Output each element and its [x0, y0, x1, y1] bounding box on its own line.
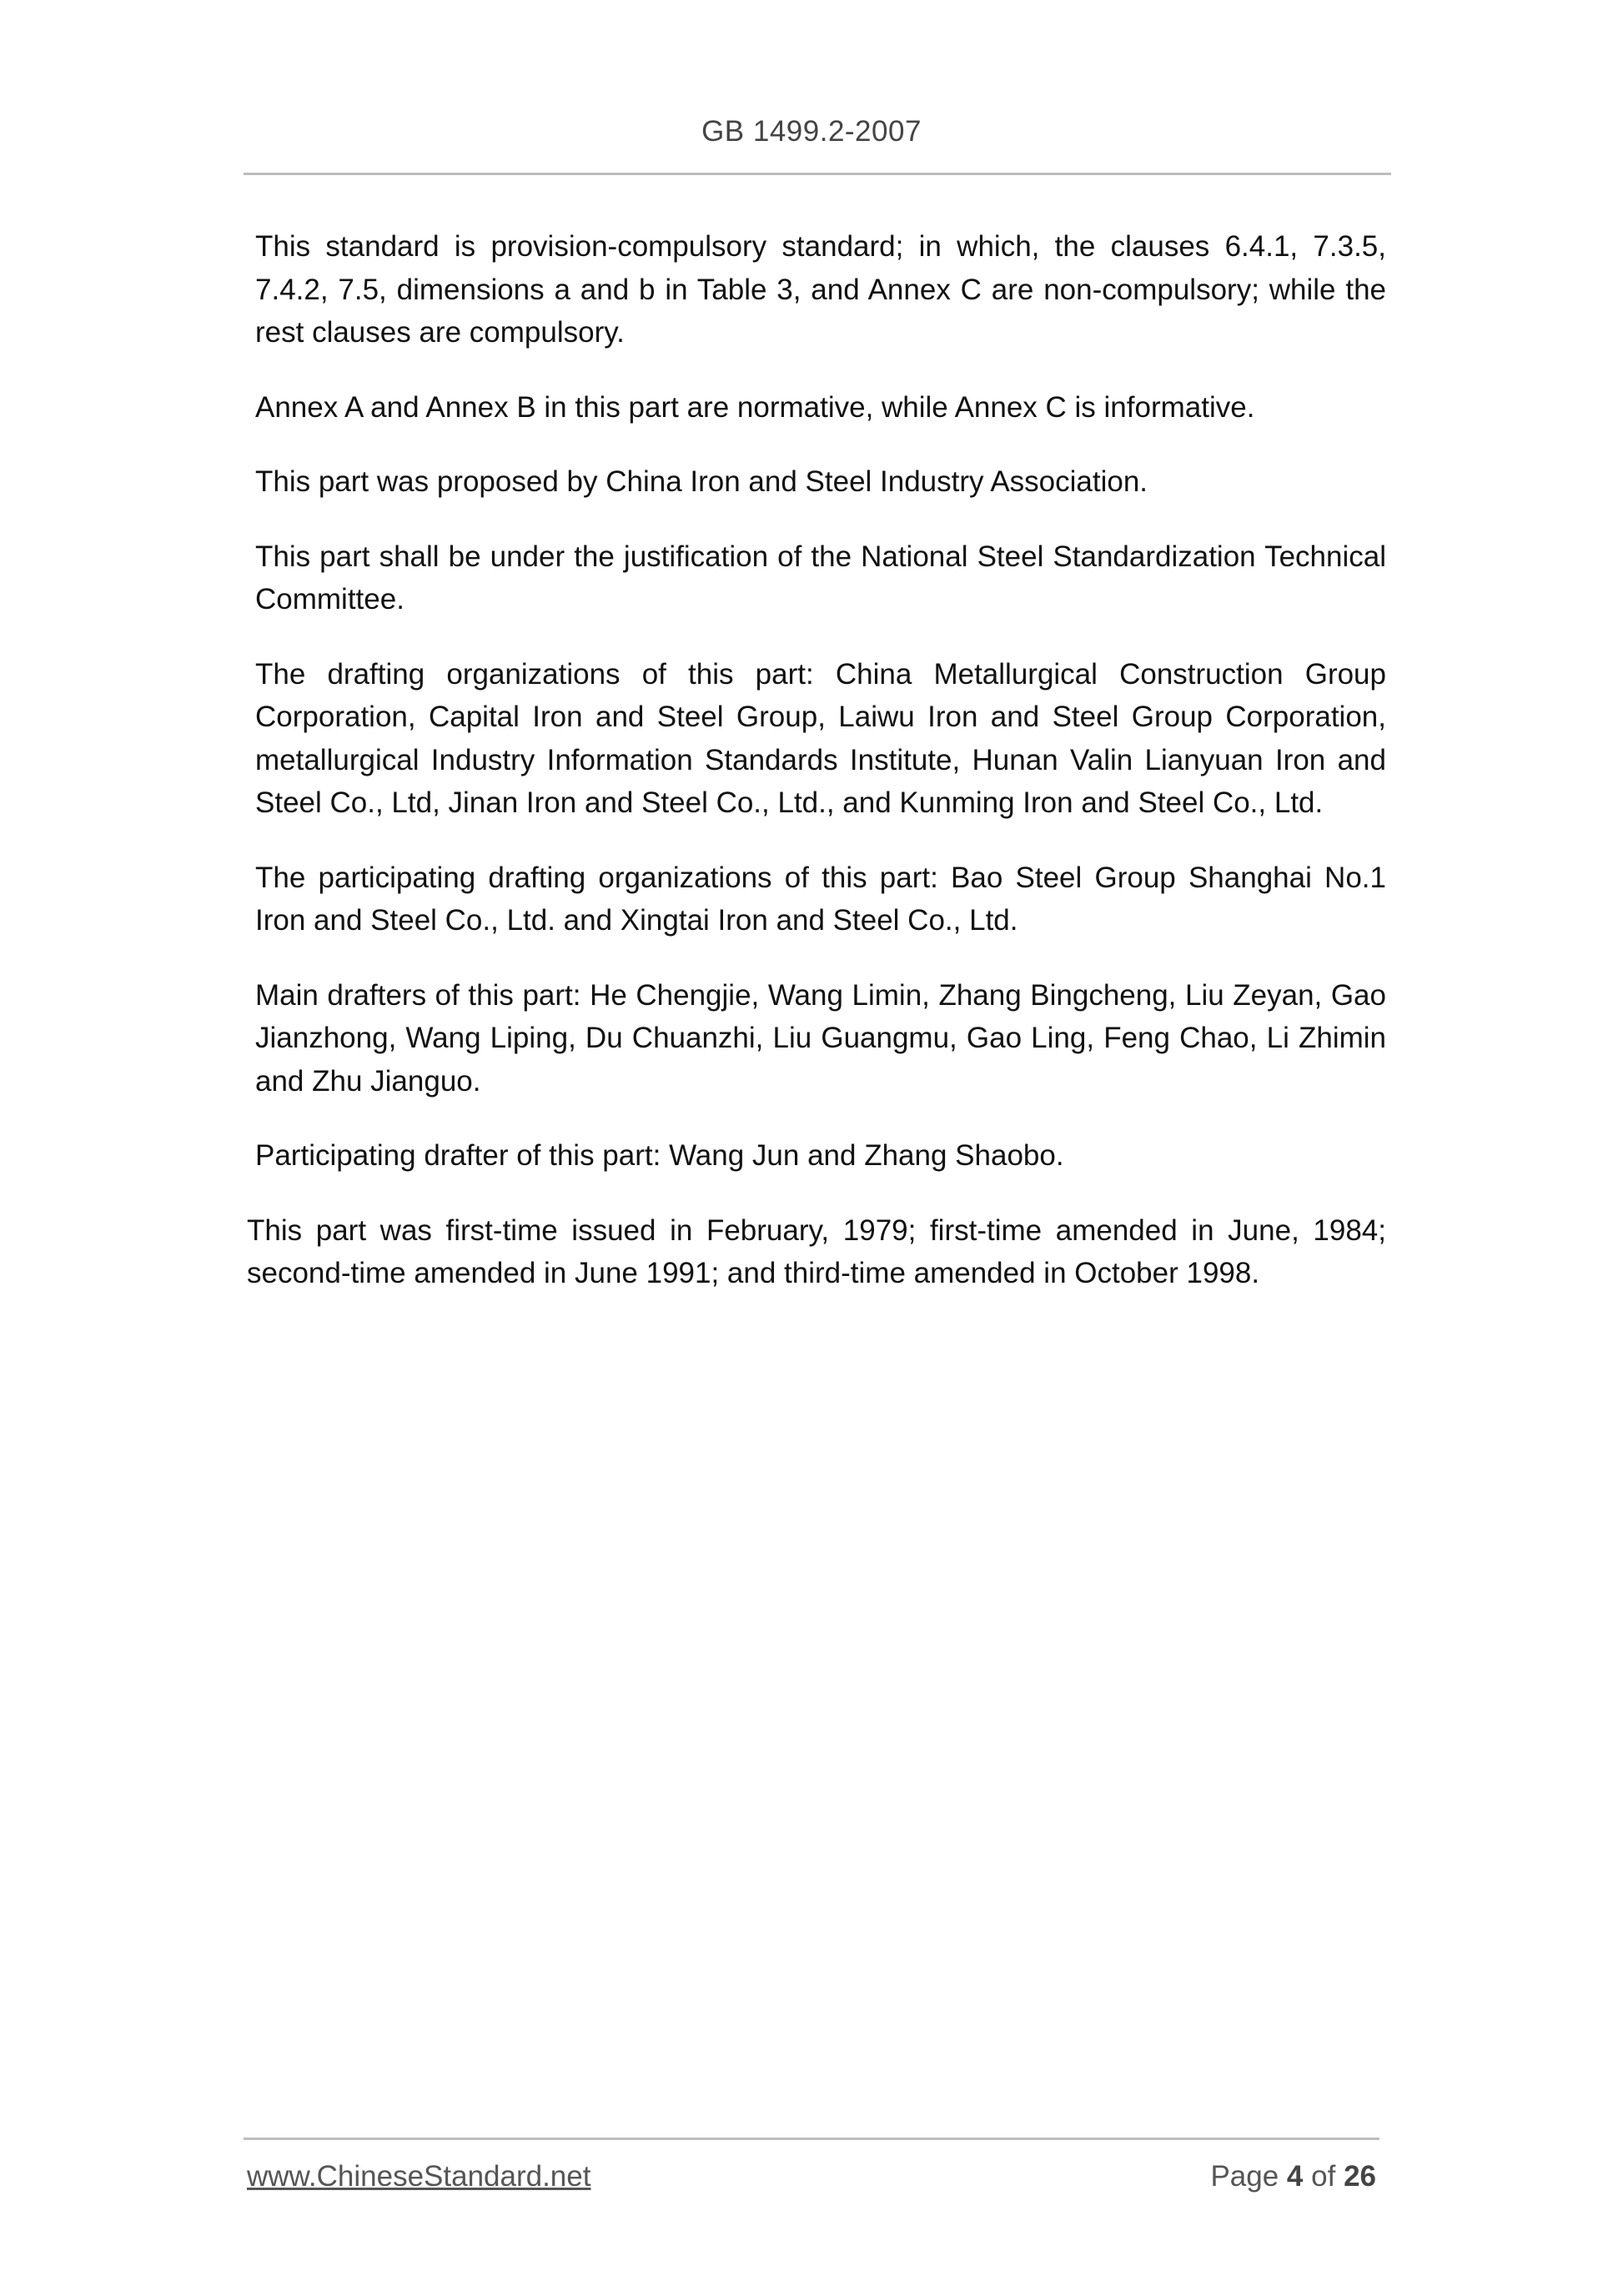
paragraph-annex-status: Annex A and Annex B in this part are normative, while Annex C is informative.: [255, 390, 1255, 424]
paragraph-proposed-by: This part was proposed by China Iron and Steel Industry Association.: [255, 465, 1148, 498]
page-of-label: of: [1311, 2160, 1336, 2193]
page-total: 26: [1344, 2160, 1376, 2193]
paragraph-drafting-organizations: The drafting organizations of this part: China Metallurgical Construction Group Corporation, Capital Iron and Steel Group, Laiwu Iron and Steel Group Corporation, metallurgical Industry Information Standards Institute, Hunan Valin Lianyuan Iron and Steel Co., Ltd, Jinan Iron and Steel Co., Ltd., and Kunming Iron and Steel Co., Ltd.: [255, 657, 1386, 819]
paragraph-participating-drafters: Participating drafter of this part: Wang Jun and Zhang Shaobo.: [255, 1139, 1064, 1172]
paragraph-participating-organizations: The participating drafting organizations of this part: Bao Steel Group Shanghai No.1 Iron and Steel Co., Ltd. and Xingtai Iron and Steel Co., Ltd.: [255, 861, 1386, 937]
paragraph-jurisdiction: This part shall be under the justification of the National Steel Standardization Technical Committee.: [255, 540, 1386, 615]
page-current: 4: [1286, 2160, 1304, 2193]
paragraph-main-drafters: Main drafters of this part: He Chengjie, Wang Limin, Zhang Bingcheng, Liu Zeyan, Gao Jianzhong, Wang Liping, Du Chuanzhi, Liu Guangmu, Gao Ling, Feng Chao, Li Zhimin and Zhu Jianguo.: [255, 978, 1386, 1098]
paragraph-issue-history: This part was first-time issued in February, 1979; first-time amended in June, 1984; second-time amended in June 1991; and third-time amended in October 1998.: [247, 1213, 1386, 1289]
document-header-title: GB 1499.2-2007: [701, 115, 922, 148]
document-body: [247, 225, 1386, 1327]
header-divider: [244, 173, 1391, 175]
paragraph-compulsory-clauses: This standard is provision-compulsory standard; in which, the clauses 6.4.1, 7.3.5, 7.4.2, 7.5, dimensions a and b in Table 3, and Annex C are non-compulsory; while the rest clauses are compulsory.: [255, 230, 1386, 349]
footer-divider: [244, 2138, 1379, 2140]
page-indicator: [1210, 2160, 1376, 2193]
website-link[interactable]: www.ChineseStandard.net: [247, 2160, 591, 2193]
page-label: Page: [1210, 2160, 1279, 2193]
